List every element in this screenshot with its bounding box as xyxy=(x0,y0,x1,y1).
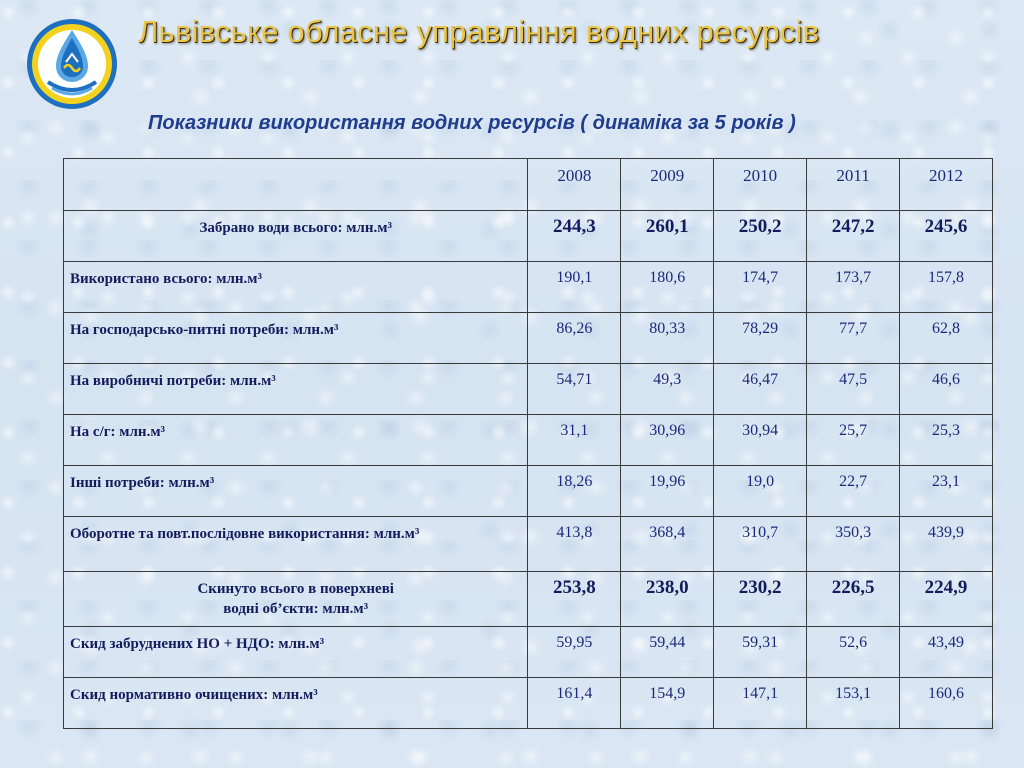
value-cell: 250,2 xyxy=(714,211,807,262)
table-header-row xyxy=(64,159,993,211)
table-row xyxy=(64,262,993,313)
value-cell: 25,3 xyxy=(900,415,993,466)
row-label-cell: Скид забруднених НО + НДО: млн.м³ xyxy=(64,627,528,678)
year-header-cell: 2012 xyxy=(900,159,993,211)
value-cell: 49,3 xyxy=(621,364,714,415)
value-cell: 157,8 xyxy=(900,262,993,313)
value-cell: 54,71 xyxy=(528,364,621,415)
value-cell: 180,6 xyxy=(621,262,714,313)
value-cell: 30,94 xyxy=(714,415,807,466)
value-cell: 154,9 xyxy=(621,678,714,729)
value-cell: 310,7 xyxy=(714,517,807,572)
value-cell: 160,6 xyxy=(900,678,993,729)
water-drop-emblem-icon xyxy=(26,18,118,110)
table-row xyxy=(64,572,993,627)
value-cell: 368,4 xyxy=(621,517,714,572)
table-row xyxy=(64,466,993,517)
value-cell: 174,7 xyxy=(714,262,807,313)
table-row xyxy=(64,415,993,466)
page-subtitle: Показники використання водних ресурсів ( динаміка за 5 років ) xyxy=(148,112,796,134)
row-label-line: Скинуто всього в поверхневі xyxy=(197,581,394,597)
value-cell: 350,3 xyxy=(807,517,900,572)
value-cell: 31,1 xyxy=(528,415,621,466)
table-row xyxy=(64,313,993,364)
value-cell: 22,7 xyxy=(807,466,900,517)
table-row xyxy=(64,211,993,262)
table-row xyxy=(64,627,993,678)
value-cell: 153,1 xyxy=(807,678,900,729)
year-header-cell: 2011 xyxy=(807,159,900,211)
value-cell: 230,2 xyxy=(714,572,807,627)
row-label-cell xyxy=(64,572,528,627)
value-cell: 59,44 xyxy=(621,627,714,678)
year-header-cell: 2008 xyxy=(528,159,621,211)
year-header-cell: 2009 xyxy=(621,159,714,211)
value-cell: 244,3 xyxy=(528,211,621,262)
organization-title: Львівське обласне управління водних ресурсів xyxy=(138,14,820,49)
value-cell: 19,96 xyxy=(621,466,714,517)
value-cell: 77,7 xyxy=(807,313,900,364)
value-cell: 25,7 xyxy=(807,415,900,466)
table-row xyxy=(64,517,993,572)
value-cell: 19,0 xyxy=(714,466,807,517)
water-usage-table xyxy=(63,158,993,729)
value-cell: 59,31 xyxy=(714,627,807,678)
value-cell: 47,5 xyxy=(807,364,900,415)
value-cell: 46,6 xyxy=(900,364,993,415)
value-cell: 30,96 xyxy=(621,415,714,466)
value-cell: 23,1 xyxy=(900,466,993,517)
value-cell: 18,26 xyxy=(528,466,621,517)
value-cell: 78,29 xyxy=(714,313,807,364)
value-cell: 413,8 xyxy=(528,517,621,572)
value-cell: 439,9 xyxy=(900,517,993,572)
row-label-line: водні об’єкти: млн.м³ xyxy=(223,601,369,617)
table-row xyxy=(64,678,993,729)
value-cell: 224,9 xyxy=(900,572,993,627)
value-cell: 80,33 xyxy=(621,313,714,364)
value-cell: 161,4 xyxy=(528,678,621,729)
value-cell: 52,6 xyxy=(807,627,900,678)
header-empty-cell xyxy=(64,159,528,211)
value-cell: 260,1 xyxy=(621,211,714,262)
value-cell: 46,47 xyxy=(714,364,807,415)
value-cell: 147,1 xyxy=(714,678,807,729)
row-label-cell: Оборотне та повт.послідовне використання: млн.м³ xyxy=(64,517,528,572)
value-cell: 238,0 xyxy=(621,572,714,627)
value-cell: 226,5 xyxy=(807,572,900,627)
value-cell: 62,8 xyxy=(900,313,993,364)
row-label-cell: На с/г: млн.м³ xyxy=(64,415,528,466)
row-label-cell: Забрано води всього: млн.м³ xyxy=(64,211,528,262)
logo-emblem-icon xyxy=(26,18,118,110)
row-label-cell: На виробничі потреби: млн.м³ xyxy=(64,364,528,415)
value-cell: 86,26 xyxy=(528,313,621,364)
row-label-cell: Використано всього: млн.м³ xyxy=(64,262,528,313)
value-cell: 59,95 xyxy=(528,627,621,678)
value-cell: 253,8 xyxy=(528,572,621,627)
row-label-cell: На господарсько-питні потреби: млн.м³ xyxy=(64,313,528,364)
value-cell: 43,49 xyxy=(900,627,993,678)
value-cell: 190,1 xyxy=(528,262,621,313)
value-cell: 247,2 xyxy=(807,211,900,262)
year-header-cell: 2010 xyxy=(714,159,807,211)
row-label-cell: Скид нормативно очищених: млн.м³ xyxy=(64,678,528,729)
value-cell: 245,6 xyxy=(900,211,993,262)
table-row xyxy=(64,364,993,415)
row-label-cell: Інші потреби: млн.м³ xyxy=(64,466,528,517)
value-cell: 173,7 xyxy=(807,262,900,313)
